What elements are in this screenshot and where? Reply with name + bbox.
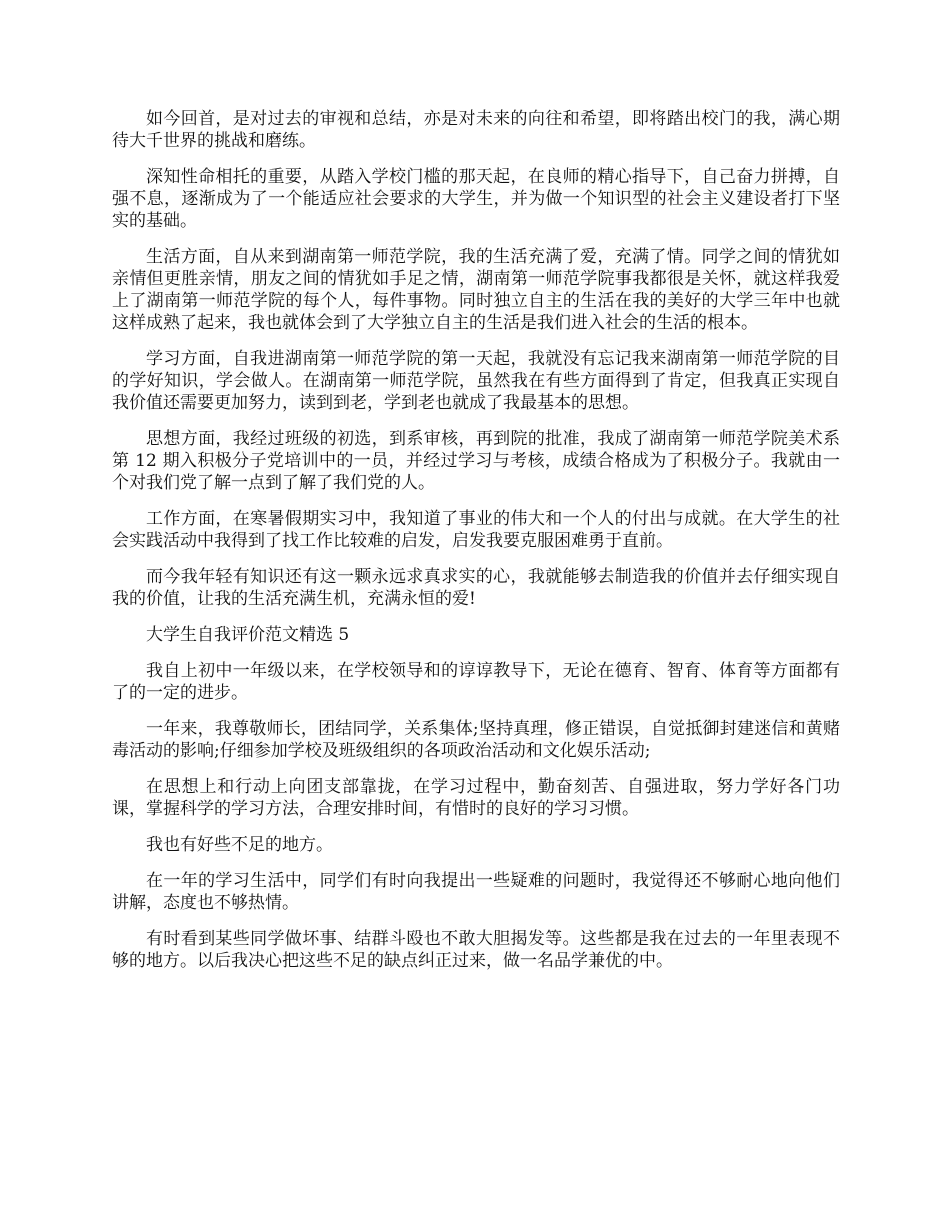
paragraph-conduct: 一年来，我尊敬师长，团结同学，关系集体;坚持真理，修正错误，自觉抵御封建迷信和黄赌毒活动的影响;仔细参加学校及班级组织的各项政治活动和文化娱乐活动; xyxy=(112,719,840,761)
paragraph-study: 学习方面，自我进湖南第一师范学院的第一天起，我就没有忘记我来湖南第一师范学院的目的学好知识，学会做人。在湖南第一师范学院，虽然我在有些方面得到了肯定，但我真正实现自我价值还需要更加努力，读到到老，学到老也就成了我最基本的思想。 xyxy=(112,349,840,413)
document-body xyxy=(112,108,840,986)
paragraph-thought: 思想方面，我经过班级的初选，到系审核，再到院的批准，我成了湖南第一师范学院美术系第 12 期入积极分子党培训中的一员，并经过学习与考核，成绩合格成为了积极分子。我就由一个对我们党了解一点到了解了我们党的人。 xyxy=(112,429,840,493)
paragraph-reflection: 如今回首，是对过去的审视和总结，亦是对未来的向往和希望，即将踏出校门的我，满心期待大千世界的挑战和磨练。 xyxy=(112,109,840,151)
paragraph-foundation: 深知性命相托的重要，从踏入学校门槛的那天起，在良师的精心指导下，自己奋力拼搏，自强不息，逐渐成为了一个能适应社会要求的大学生，并为做一个知识型的社会主义建设者打下坚实的基础。 xyxy=(112,167,840,231)
paragraph-learning: 在思想上和行动上向团支部靠拢，在学习过程中，勤奋刻苦、自强进取，努力学好各门功课，掌握科学的学习方法，合理安排时间，有惜时的良好的学习习惯。 xyxy=(112,777,840,819)
paragraph-resolution: 有时看到某些同学做坏事、结群斗殴也不敢大胆揭发等。这些都是我在过去的一年里表现不够的地方。以后我决心把这些不足的缺点纠正过来，做一名品学兼优的中。 xyxy=(112,929,840,971)
paragraph-shortcomings: 我也有好些不足的地方。 xyxy=(146,835,333,855)
paragraph-life: 生活方面，自从来到湖南第一师范学院，我的生活充满了爱，充满了情。同学之间的情犹如亲情但更胜亲情，朋友之间的情犹如手足之情，湖南第一师范学院事我都很是关怀，就这样我爱上了湖南第一师范学院的每个人，每件事物。同时独立自主的生活在我的美好的大学三年中也就这样成熟了起来，我也就体会到了大学独立自主的生活是我们进入社会的生活的根本。 xyxy=(112,247,840,333)
paragraph-conclusion: 而今我年轻有知识还有这一颗永远求真求实的心，我就能够去制造我的价值并去仔细实现自我的价值，让我的生活充满生机，充满永恒的爱! xyxy=(112,567,840,609)
paragraph-patience: 在一年的学习生活中，同学们有时向我提出一些疑难的问题时，我觉得还不够耐心地向他们讲解，态度也不够热情。 xyxy=(112,871,840,913)
section-heading: 大学生自我评价范文精选 5 xyxy=(146,625,350,645)
paragraph-progress: 我自上初中一年级以来，在学校领导和的谆谆教导下，无论在德育、智育、体育等方面都有了的一定的进步。 xyxy=(112,661,840,703)
paragraph-work: 工作方面，在寒暑假期实习中，我知道了事业的伟大和一个人的付出与成就。在大学生的社会实践活动中我得到了找工作比较难的启发，启发我要克服困难勇于直前。 xyxy=(112,509,840,551)
